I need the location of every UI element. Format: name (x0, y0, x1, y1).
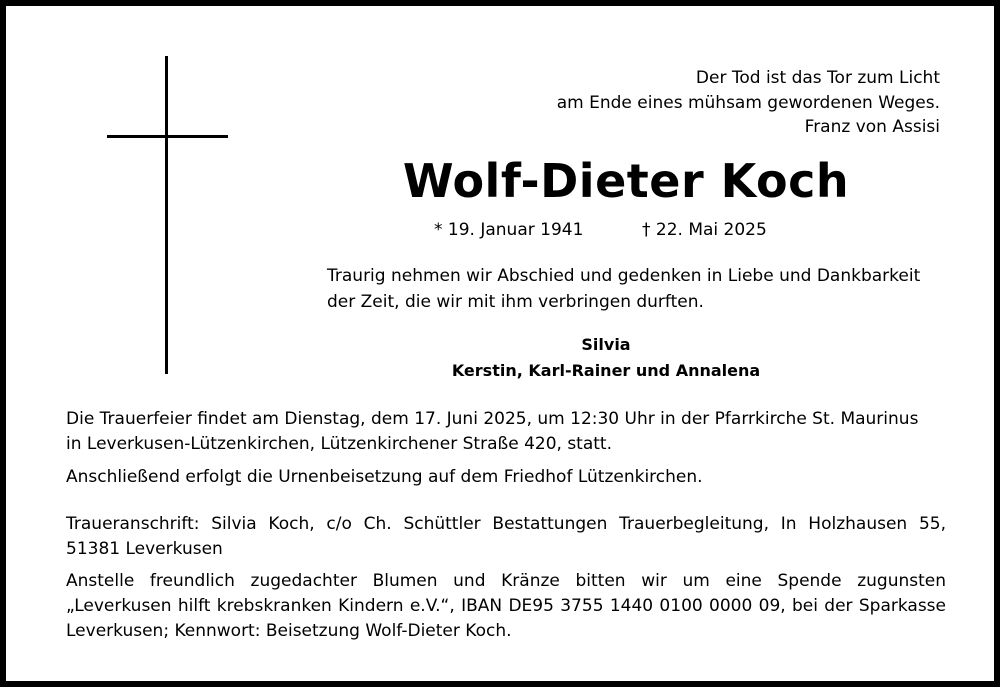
mourning-line-1: Traurig nehmen wir Abschied und gedenken in Liebe und Dankbarkeit (327, 266, 921, 286)
death-date: † 22. Mai 2025 (642, 220, 767, 240)
family-line-2: Kerstin, Karl-Rainer und Annalena (451, 361, 761, 380)
ceremony-line-2: in Leverkusen-Lützenkirchen, Lützenkirchener Straße 420, statt. (66, 434, 613, 454)
mourning-line-2: der Zeit, die wir mit ihm verbringen durften. (327, 292, 704, 312)
burial-line: Anschließend erfolgt die Urnenbeisetzung auf dem Friedhof Lützenkirchen. (66, 467, 703, 487)
donation-line-2: „Leverkusen hilft krebskranken Kindern e.V.“, IBAN DE95 3755 1440 0100 0000 09, bei der Sparkasse (66, 596, 946, 616)
address-line-1: Traueranschrift: Silvia Koch, c/o Ch. Schüttler Bestattungen Trauerbegleitung, In Holzhausen 55, (66, 514, 946, 534)
donation-line-3: Leverkusen; Kennwort: Beisetzung Wolf-Dieter Koch. (66, 621, 512, 641)
quote-line-1: Der Tod ist das Tor zum Licht (695, 68, 940, 88)
ceremony-line-1: Die Trauerfeier findet am Dienstag, dem 17. Juni 2025, um 12:30 Uhr in der Pfarrkirche St. Maurinus (66, 409, 919, 429)
mourning-text (327, 263, 967, 315)
burial-text (66, 465, 946, 490)
quote-line-2: am Ende eines mühsam gewordenen Weges. (556, 92, 940, 113)
ceremony-text (66, 407, 946, 457)
donation-line-1: Anstelle freundlich zugedachter Blumen und Kränze bitten wir um eine Spende zugunsten (66, 571, 946, 591)
quote-author: Franz von Assisi (804, 117, 940, 137)
cross-icon-vertical (165, 56, 168, 374)
quote-block (420, 66, 940, 140)
birth-date: * 19. Januar 1941 (434, 220, 584, 240)
address-text (66, 512, 946, 562)
deceased-name: Wolf-Dieter Koch (402, 154, 850, 208)
family-line-1: Silvia (581, 335, 631, 354)
address-line-2: 51381 Leverkusen (66, 539, 223, 559)
family-signature (406, 332, 806, 384)
cross-icon-horizontal (107, 135, 228, 138)
donation-text (66, 569, 946, 644)
